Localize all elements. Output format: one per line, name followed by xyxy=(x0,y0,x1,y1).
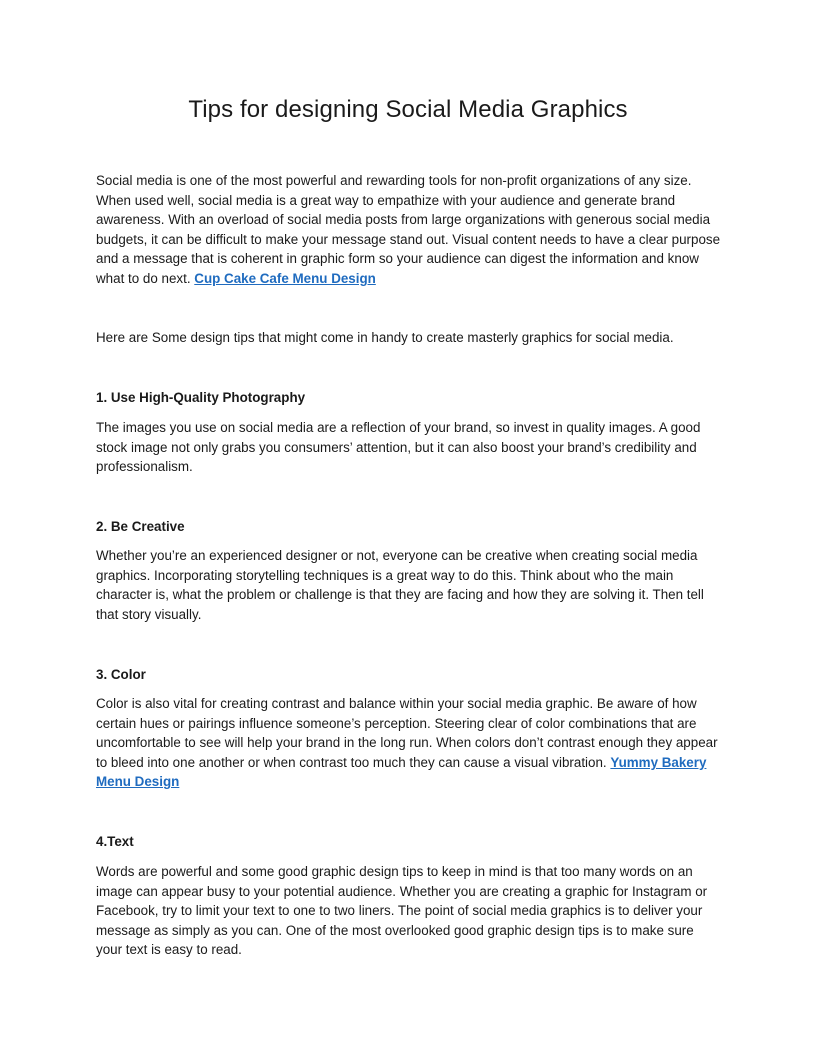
section-heading-photography: 1. Use High-Quality Photography xyxy=(96,390,306,405)
section-body-photography: The images you use on social media are a reflection of your brand, so invest in quality images. A good stock image not only grabs you consumers’ attention, but it can also boost your brand’s credibility and professionalism. xyxy=(96,420,701,475)
section-body-color xyxy=(96,694,722,792)
section-heading-color: 3. Color xyxy=(96,667,146,682)
yummy-bakery-link[interactable]: Yummy Bakery Menu Design xyxy=(96,754,707,790)
color-body-text: Color is also vital for creating contrast and balance within your social media graphic. Be aware of how certain hues or pairings influence someone’s perception. Steering clear of color combinations that are uncomfortable to see will help your brand in the long run. When colors don’t contrast enough they appear to bleed into one another or when contrast too much they can cause a visual vibration. xyxy=(96,696,718,770)
section-body-creative: Whether you’re an experienced designer or not, everyone can be creative when creating social media graphics. Incorporating storytelling techniques is a great way to do this. Think about who the main character is, what the problem or challenge is that they are facing and how they are solving it. Then tell that story visually. xyxy=(96,548,704,622)
section-body-text: Words are powerful and some good graphic design tips to keep in mind is that too many words on an image can appear busy to your potential audience. Whether you are creating a graphic for Instagram or Facebook, try to limit your text to one to two liners. The point of social media graphics is to deliver your message as simply as you can. One of the most overlooked good graphic design tips is to make sure your text is easy to read. xyxy=(96,864,708,958)
intro-paragraph xyxy=(96,171,722,289)
intro-text: Social media is one of the most powerful and rewarding tools for non-profit organizations of any size. When used well, social media is a great way to empathize with your audience and generate brand awareness. With an overload of social media posts from large organizations with generous social media budgets, it can be difficult to make your message stand out. Visual content needs to have a clear purpose and a message that is coherent in graphic form so your audience can digest the information and know what to do next. xyxy=(96,173,721,286)
lead-paragraph: Here are Some design tips that might come in handy to create masterly graphics for social media. xyxy=(96,330,674,345)
page-title: Tips for designing Social Media Graphics xyxy=(188,96,628,123)
section-heading-text: 4.Text xyxy=(96,834,134,849)
section-heading-creative: 2. Be Creative xyxy=(96,519,185,534)
cup-cake-cafe-link[interactable]: Cup Cake Cafe Menu Design xyxy=(194,270,376,286)
